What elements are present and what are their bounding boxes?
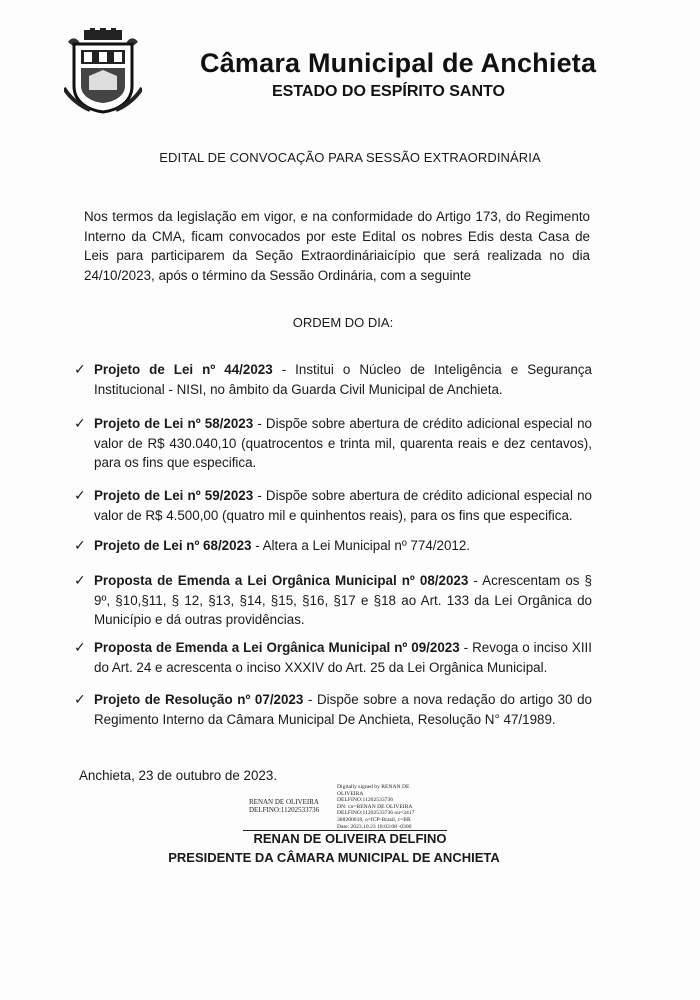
signature-text: 388200018, o=ICP-Brasil, c=BR [337,816,411,823]
document-title: EDITAL DE CONVOCAÇÃO PARA SESSÃO EXTRAORDINÁRIA [159,150,541,165]
signature-text: RENAN DE OLIVEIRA [249,798,319,806]
date-line: Anchieta, 23 de outubro de 2023. [79,768,278,783]
agenda-item [74,414,592,473]
item-label: Projeto de Lei nº 58/2023 [94,416,254,431]
agenda-item [74,360,592,399]
check-icon: ✓ [74,639,86,655]
agenda-item [74,571,592,630]
item-text: - Revoga o inciso XIII do Art. 24 e acrescenta o inciso XXXIV do Art. 25 da Lei Orgânica Municipal. [94,640,592,675]
agenda-item [74,486,592,525]
item-text: - Dispõe sobre abertura de crédito adicional especial no valor de R$ 430.040,10 (quatrocentos e trinta mil, quarenta reais e dez centavos), para os fins que especifica. [94,416,592,470]
check-icon: ✓ [74,572,86,588]
intro-paragraph: Nos termos da legislação em vigor, e na conformidade do Artigo 173, do Regimento Interno da CMA, ficam convocados por este Edital os nobres Edis desta Casa de Leis para participarem da Seção Extraordináriaicípio que será realizada no dia 24/10/2023, após o término da Sessão Ordinária, com a seguinte [84,209,590,283]
item-label: Projeto de Lei nº 68/2023 [94,538,252,553]
signature-text: OLIVEIRA [337,790,364,797]
signature-text: DELFINO:11202533736 [249,806,320,814]
signature-details [337,784,449,830]
signature-left-block [249,798,319,814]
agenda-item [74,638,592,677]
signer-name: RENAN DE OLIVEIRA DELFINO [253,831,447,846]
check-icon: ✓ [74,361,86,377]
signature-text: DELFINO:11202533736 [337,797,394,804]
digital-signature-stamp [243,784,447,831]
check-icon: ✓ [74,415,86,431]
signature-text: DELFINO:11202533736 ou=3417 [337,810,415,817]
institution-title: Câmara Municipal de Anchieta [200,48,597,78]
item-label: Projeto de Resolução nº 07/2023 [94,692,304,707]
agenda-item [74,536,592,556]
check-icon: ✓ [74,537,86,553]
item-text: - Dispõe sobre a nova redação do artigo 30 do Regimento Interno da Câmara Municipal De Anchieta, Resolução N° 47/1989. [94,692,592,727]
check-icon: ✓ [74,487,86,503]
item-label: Proposta de Emenda a Lei Orgânica Municipal nº 09/2023 [94,640,460,655]
item-label: Projeto de Lei nº 44/2023 [94,362,273,377]
item-text: - Altera a Lei Municipal nº 774/2012. [251,538,471,553]
signature-text: Digitally signed by RENAN DE [337,784,410,790]
signature-text: DN: cn=RENAN DE OLIVEIRA [337,803,413,810]
signature-text: Date: 2023.10.23 18:03:08 -0300 [337,823,412,830]
check-icon: ✓ [74,691,86,707]
coat-of-arms-icon [64,28,142,114]
item-label: Proposta de Emenda a Lei Orgânica Municipal nº 08/2023 [94,573,469,588]
item-text: - Institui o Núcleo de Inteligência e Segurança Institucional - NISI, no âmbito da Guarda Civil Municipal de Anchieta. [94,362,592,397]
item-text: - Dispõe sobre abertura de crédito adicional especial no valor de R$ 4.500,00 (quatro mil e quinhentos reais), para os fins que especifica. [94,488,592,523]
agenda-item [74,690,592,729]
agenda-title: ORDEM DO DIA: [292,315,394,330]
item-text: - Acrescentam os § 9º, §10,§11, § 12, §13, §14, §15, §16, §17 e §18 ao Art. 133 da Lei Orgânica do Município e dá outras providências. [94,573,592,627]
signer-role: PRESIDENTE DA CÂMARA MUNICIPAL DE ANCHIETA [168,850,500,865]
item-label: Projeto de Lei nº 59/2023 [94,488,254,503]
state-subtitle: ESTADO DO ESPÍRITO SANTO [272,83,505,100]
